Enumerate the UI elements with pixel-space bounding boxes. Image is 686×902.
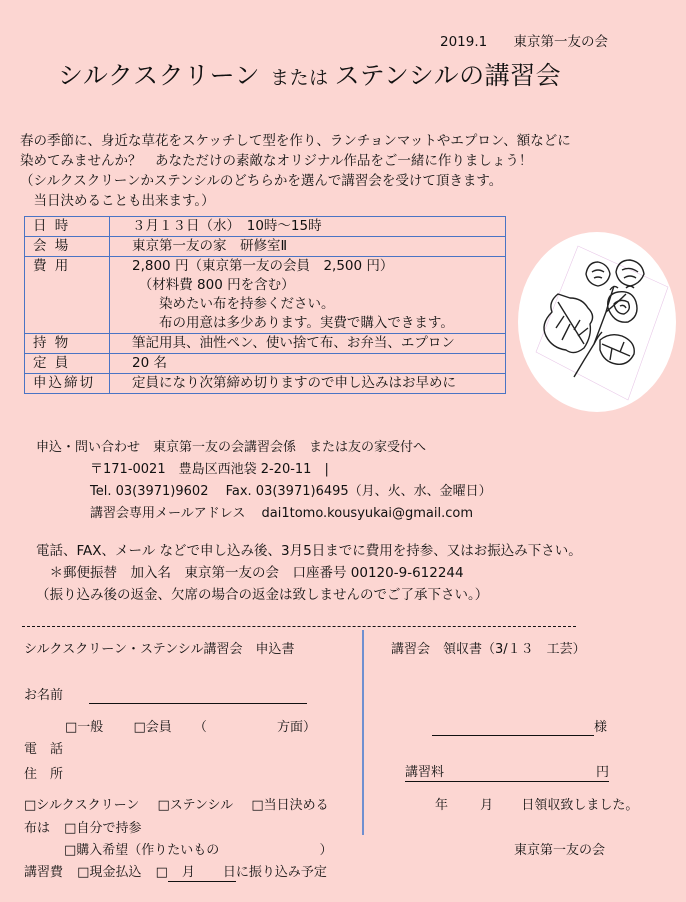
table-row (25, 354, 506, 374)
value-line: 定員になり次第締め切りますので申し込みはお早めに (132, 375, 456, 391)
table-row (25, 217, 506, 237)
value-line: 2,800 円（東京第一友の会員 2,500 円） (132, 258, 394, 274)
intro-line: 春の季節に、身近な草花をスケッチして型を作り、ランチョンマットやエプロン、額などに (20, 133, 571, 149)
receipt-fee-row (405, 765, 609, 782)
checkbox-bring-own[interactable]: □自分で持参 (64, 821, 142, 836)
receipt-date-row (435, 798, 638, 814)
yen-label: 円 (595, 765, 609, 780)
cloth-buy-row (64, 843, 332, 859)
email-link[interactable]: dai1tomo.kousyukai@gmail.com (261, 506, 474, 521)
checkbox-cash[interactable]: □現金払込 (77, 865, 142, 880)
cloth-row (24, 821, 141, 837)
date: 2019.1 (440, 34, 488, 50)
value-line: 布の用意は多少あります。実費で購入できます。 (132, 315, 454, 331)
row-label: 定 員 (25, 354, 110, 374)
checkbox-stencil[interactable]: □ステンシル (157, 798, 234, 813)
row-value (110, 257, 506, 334)
contact-section (36, 437, 492, 525)
contact-heading: 申込・問い合わせ 東京第一友の会講習会係 または友の家受付へ (36, 440, 427, 455)
contact-email-line (36, 503, 492, 525)
title-part1: シルクスクリーン (58, 61, 261, 90)
row-label: 会 場 (25, 237, 110, 257)
checkbox-decide-on-day[interactable]: □当日決める (251, 798, 329, 813)
membership-row (65, 720, 316, 736)
intro-line: 染めてみませんか？ あなただけの素敵なオリジナル作品をご一緒に作りましょう！ (20, 153, 533, 169)
flower-illustration (518, 232, 676, 412)
checkbox-silkscreen[interactable]: □シルクスクリーン (24, 798, 140, 813)
note-line: 電話、FAX、メール などで申し込み後、3月5日までに費用を持参、又はお振込み下さい。 (36, 543, 582, 559)
transfer-suffix: に振り込み予定 (235, 865, 327, 880)
row-label: 持 物 (25, 334, 110, 354)
title-connector: または (270, 67, 329, 89)
receipt-fee-field[interactable] (405, 765, 609, 782)
org-name: 東京第一友の会 (513, 34, 609, 50)
fee-label: 講習料 (405, 765, 445, 780)
address-label: 住 所 (24, 767, 64, 782)
sama-label: 様 (594, 720, 608, 735)
name-label: お名前 (24, 688, 64, 703)
application-form-title: シルクスクリーン・ステンシル講習会 申込書 (24, 642, 295, 657)
day-label: 日 (222, 865, 236, 880)
flower-sketch-icon (518, 232, 676, 412)
value-line: 東京第一友の家 研修室Ⅱ (132, 238, 288, 254)
district-label: 方面） (277, 720, 317, 735)
table-row (25, 374, 506, 394)
cut-line-divider (22, 626, 576, 627)
value-line: 染めたい布を持参ください。 (132, 296, 335, 312)
row-label: 日 時 (25, 217, 110, 237)
row-value (110, 217, 506, 237)
table-row (25, 237, 506, 257)
row-label: 申込締切 (25, 374, 110, 394)
table-row (25, 257, 506, 334)
row-label: 費 用 (25, 257, 110, 334)
email-label: 講習会専用メールアドレス (90, 506, 246, 521)
contact-phone-fax: Tel. 03(3971)9602 Fax. 03(3971)6495（月、火、水、金曜日） (90, 484, 492, 499)
value-line: 筆記用具、油性ペン、使い捨て布、お弁当、エプロン (132, 335, 455, 351)
received-text: 日領収致しました。 (521, 798, 639, 813)
fee-row (24, 865, 327, 882)
name-field-row (24, 688, 307, 704)
intro-line: （シルクスクリーンかステンシルのどちらかを選んで講習会を受けて頂きます。 (20, 173, 503, 189)
checkbox-member[interactable]: □会員 (133, 720, 172, 735)
month-label: 月 (181, 865, 195, 880)
form-receipt-divider (362, 630, 364, 835)
cloth-label: 布は (24, 821, 51, 836)
row-value (110, 334, 506, 354)
value-line: （材料費 800 円を含む） (132, 277, 295, 293)
row-value (110, 374, 506, 394)
paren-open: （ (193, 720, 207, 735)
page-title (58, 56, 561, 92)
checkbox-transfer[interactable]: □ (155, 865, 168, 880)
checkbox-general[interactable]: □一般 (65, 720, 104, 735)
receipt-title: 講習会 領収書（3/１３ 工芸） (391, 642, 586, 657)
year-label: 年 (435, 798, 449, 813)
note-line: ＊郵便振替 加入名 東京第一友の会 口座番号 00120-9-612244 (36, 565, 464, 581)
value-line: ３月１３日（水） 10時～15時 (132, 218, 322, 234)
row-value (110, 237, 506, 257)
name-input-line[interactable] (89, 689, 307, 704)
header-date-org (440, 30, 608, 50)
value-line: 20 名 (132, 355, 167, 371)
table-row (25, 334, 506, 354)
checkbox-purchase[interactable]: □購入希望（作りたいもの (64, 843, 220, 858)
contact-address: 〒171-0021 豊島区西池袋 2-20-11 | (90, 462, 329, 477)
transfer-date-field[interactable] (168, 865, 236, 882)
note-line: （振り込み後の返金、欠席の場合の返金は致しませんのでご了承下さい。） (36, 587, 489, 603)
receipt-name-line[interactable] (432, 721, 594, 736)
fee-label: 講習費 (24, 865, 64, 880)
course-choice-row (24, 798, 329, 814)
row-value (110, 354, 506, 374)
intro-paragraph (20, 131, 571, 211)
receipt-org: 東京第一友の会 (514, 843, 606, 858)
month-label: 月 (480, 798, 494, 813)
phone-label: 電 話 (24, 742, 64, 757)
event-info-table (24, 216, 506, 394)
intro-line: 当日決めることも出来ます。） (20, 193, 215, 209)
payment-notes (36, 540, 582, 606)
title-part2: ステンシルの講習会 (334, 61, 562, 90)
receipt-name-row (432, 720, 607, 736)
paren-close: ） (319, 843, 333, 858)
